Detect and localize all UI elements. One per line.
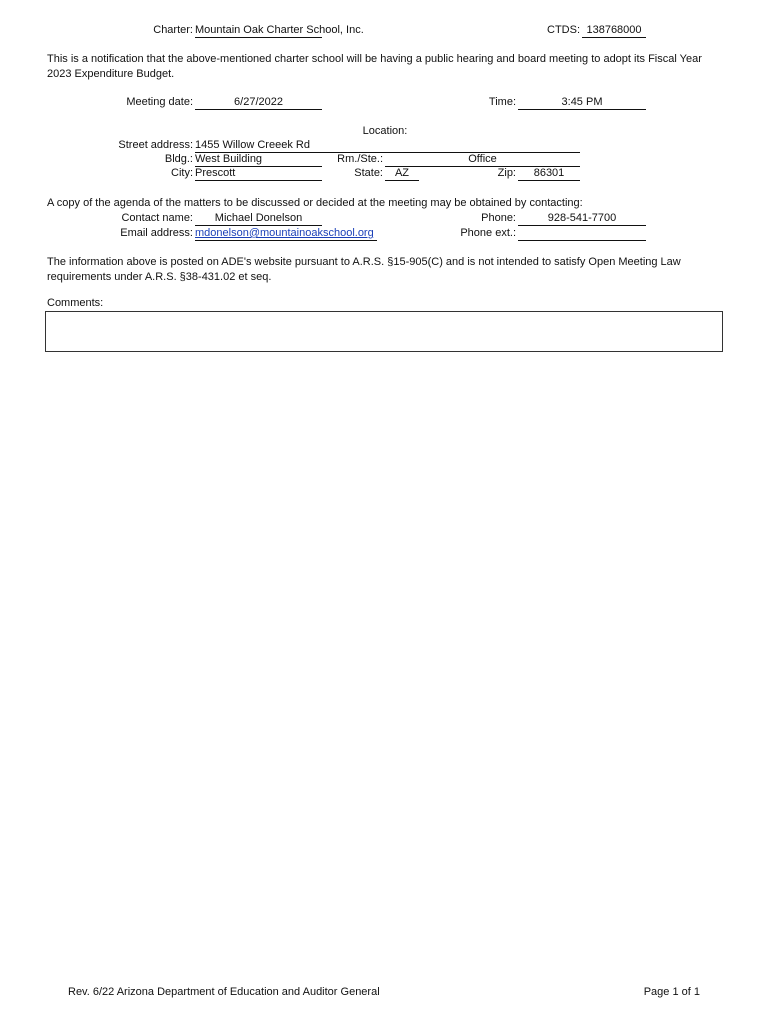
meeting-date-label: Meeting date:: [126, 96, 193, 108]
phone-label: Phone:: [481, 212, 516, 224]
rm-field[interactable]: Office: [385, 153, 580, 167]
time-field[interactable]: 3:45 PM: [518, 96, 646, 110]
charter-label: Charter:: [153, 24, 193, 36]
email-label: Email address:: [120, 227, 193, 239]
intro-text: This is a notification that the above-mentioned charter school will be having a public hearing and board meeting to adopt its Fiscal Year 2023 Expenditure Budget.: [47, 53, 702, 80]
bldg-label: Bldg.:: [164, 153, 193, 165]
street-label: Street address:: [118, 139, 193, 151]
contact-name-field[interactable]: Michael Donelson: [195, 212, 322, 226]
contact-name-label: Contact name:: [121, 212, 193, 224]
phone-field[interactable]: 928-541-7700: [518, 212, 646, 226]
charter-field[interactable]: Mountain Oak Charter School, Inc.: [195, 24, 364, 36]
comments-field[interactable]: [45, 311, 723, 352]
comments-label: Comments:: [47, 297, 104, 309]
city-label: City:: [171, 167, 193, 179]
ctds-field[interactable]: 138768000: [582, 24, 646, 38]
ctds-label: CTDS:: [547, 24, 580, 36]
rm-label: Rm./Ste.:: [337, 153, 383, 165]
email-link[interactable]: mdonelson@mountainoakschool.org: [195, 227, 374, 239]
zip-field[interactable]: 86301: [518, 167, 580, 181]
zip-label: Zip:: [497, 167, 516, 179]
city-field[interactable]: Prescott: [195, 167, 322, 181]
footer-page-number: Page 1 of 1: [643, 986, 700, 998]
state-label: State:: [354, 167, 383, 179]
time-label: Time:: [488, 96, 516, 108]
state-field[interactable]: AZ: [385, 167, 419, 181]
meeting-date-field[interactable]: 6/27/2022: [195, 96, 322, 110]
footer-revision: Rev. 6/22 Arizona Department of Education and Auditor General: [68, 986, 380, 998]
phone-ext-label: Phone ext.:: [460, 227, 516, 239]
disclaimer-text: The information above is posted on ADE's website pursuant to A.R.S. §15-905(C) and is not intended to satisfy Open Meeting Law requirements under A.R.S. §38-431.02 et seq.: [47, 256, 681, 283]
location-heading: Location:: [362, 125, 408, 137]
street-field[interactable]: 1455 Willow Creeek Rd: [195, 139, 580, 153]
email-field[interactable]: [195, 227, 377, 241]
contact-intro: A copy of the agenda of the matters to be discussed or decided at the meeting may be obtained by contacting:: [47, 197, 583, 209]
bldg-field[interactable]: West Building: [195, 153, 322, 167]
phone-ext-field[interactable]: [518, 227, 646, 241]
